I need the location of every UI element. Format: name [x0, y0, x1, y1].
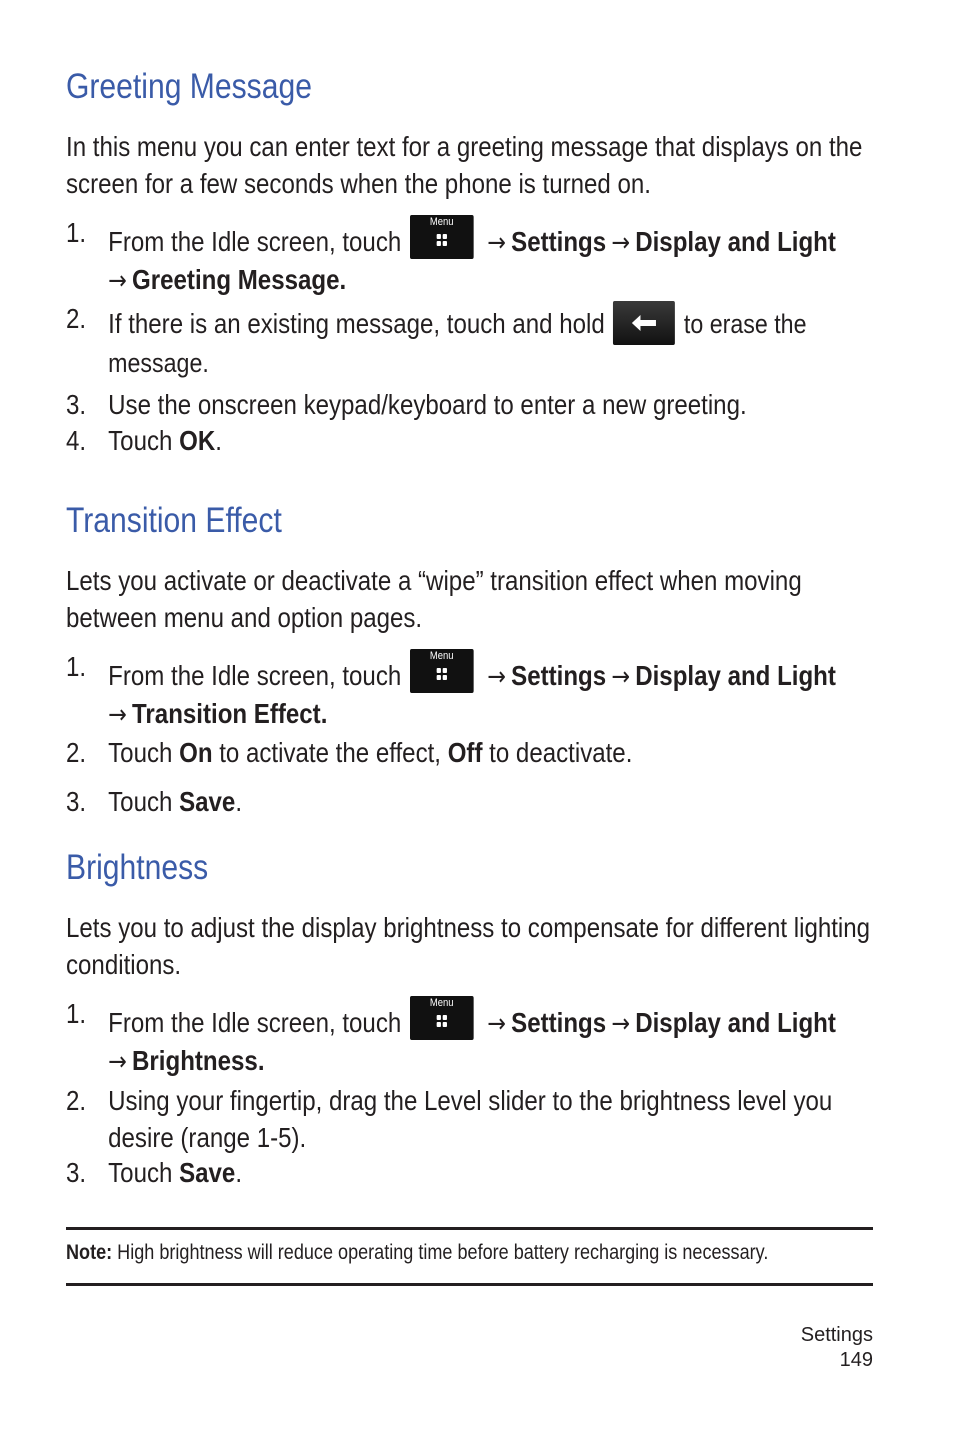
- page-footer: [801, 1323, 873, 1373]
- arrow-right-icon: →: [487, 1009, 506, 1039]
- step-text-middle: to activate the effect,: [219, 737, 442, 768]
- step-text: Use the onscreen keypad/keyboard to enter a new greeting.: [108, 389, 747, 420]
- page-number: 149: [839, 1349, 873, 1371]
- step-number: 2.: [66, 1085, 87, 1116]
- step-number: 2.: [66, 737, 87, 768]
- step-text: From the Idle screen, touch: [108, 660, 402, 691]
- arrow-right-icon: →: [611, 662, 631, 692]
- step-text-suffix: .: [235, 786, 243, 817]
- step-number: 1.: [66, 651, 87, 682]
- step-number: 4.: [66, 425, 87, 456]
- on-label: On: [179, 737, 213, 768]
- transition-step-3: [66, 784, 874, 821]
- section-heading-transition-effect: Transition Effect: [66, 501, 282, 540]
- step-text-suffix: .: [215, 425, 222, 456]
- step-number: 3.: [66, 786, 87, 817]
- section-heading-greeting-message: Greeting Message: [66, 67, 312, 106]
- menu-key-icon: Menu: [410, 996, 474, 1040]
- step-number: 1.: [66, 998, 87, 1029]
- brightness-step-2: [66, 1083, 874, 1156]
- step-number: 2.: [66, 303, 87, 334]
- step-text: Touch: [108, 786, 173, 817]
- path-brightness: Brightness.: [132, 1044, 265, 1076]
- brightness-step-1: [66, 996, 874, 1080]
- note-top-rule: [66, 1227, 873, 1230]
- footer-section-name: Settings: [800, 1324, 873, 1346]
- note: [66, 1239, 874, 1267]
- arrow-right-icon: →: [108, 699, 127, 730]
- step-number: 3.: [66, 1157, 87, 1188]
- step-text: From the Idle screen, touch: [108, 1007, 402, 1038]
- ok-label: OK: [179, 425, 216, 456]
- step-text: If there is an existing message, touch and hold: [108, 308, 605, 339]
- back-arrow-key-icon: [613, 301, 675, 345]
- note-text: High brightness will reduce operating time before battery recharging is necessary.: [117, 1241, 769, 1264]
- path-settings: Settings: [511, 660, 607, 691]
- section-heading-brightness: Brightness: [66, 848, 209, 887]
- off-label: Off: [447, 737, 483, 768]
- path-display-and-light: Display and Light: [635, 1007, 836, 1038]
- step-text: From the Idle screen, touch: [108, 226, 402, 257]
- greeting-step-4: [66, 423, 874, 460]
- note-label: Note:: [66, 1241, 113, 1264]
- step-text: Touch: [108, 737, 173, 768]
- greeting-step-2: [66, 301, 874, 382]
- step-number: 1.: [66, 217, 87, 248]
- menu-key-icon: Menu: [410, 649, 474, 693]
- brightness-step-3: [66, 1155, 874, 1192]
- menu-key-icon: Menu: [410, 215, 474, 259]
- step-text-suffix: to erase the message.: [108, 309, 807, 378]
- greeting-step-1: [66, 215, 874, 299]
- step-text-suffix: to deactivate.: [489, 737, 633, 768]
- path-settings: Settings: [511, 1007, 607, 1038]
- step-text: Using your fingertip, drag the Level slider to the brightness level you desire (range 1-5).: [108, 1085, 833, 1153]
- greeting-step-3: [66, 387, 874, 424]
- transition-step-2: [66, 735, 874, 772]
- transition-intro: Lets you activate or deactivate a “wipe” transition effect when moving between menu and option pages.: [66, 565, 802, 633]
- arrow-right-icon: →: [108, 1046, 127, 1077]
- step-text: Touch: [108, 425, 173, 456]
- step-text: Touch: [108, 1157, 173, 1188]
- greeting-intro: In this menu you can enter text for a greeting message that displays on the screen for a few seconds when the phone is turned on.: [66, 131, 863, 199]
- note-bottom-rule: [66, 1283, 873, 1286]
- arrow-right-icon: →: [487, 662, 506, 692]
- step-number: 3.: [66, 389, 87, 420]
- arrow-right-icon: →: [487, 228, 506, 258]
- path-greeting-message: Greeting Message.: [132, 263, 347, 295]
- step-text-suffix: .: [235, 1157, 243, 1188]
- arrow-right-icon: →: [108, 265, 127, 296]
- save-label: Save: [179, 786, 236, 817]
- path-display-and-light: Display and Light: [635, 660, 836, 691]
- arrow-right-icon: →: [611, 228, 631, 258]
- arrow-right-icon: →: [611, 1009, 631, 1039]
- brightness-intro: Lets you to adjust the display brightness to compensate for different lighting conditions.: [66, 912, 871, 980]
- path-settings: Settings: [511, 226, 607, 257]
- save-label: Save: [179, 1157, 236, 1188]
- path-display-and-light: Display and Light: [635, 226, 836, 257]
- transition-step-1: [66, 649, 874, 733]
- path-transition-effect: Transition Effect.: [132, 697, 328, 729]
